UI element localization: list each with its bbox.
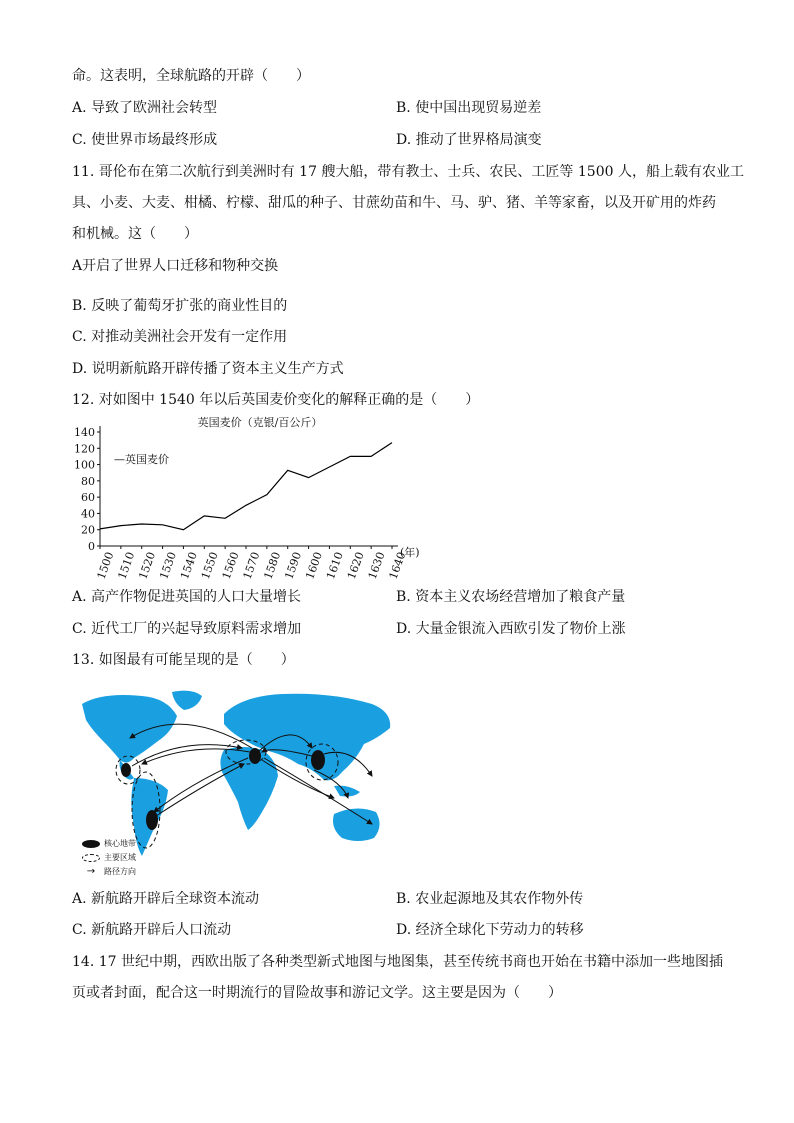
q13-option-b: B. 农业起源地及其农作物外传 <box>396 891 584 907</box>
x-tick-label: 1540 <box>178 550 200 582</box>
q14-stem-line-2: 页或者封面，配合这一时期流行的冒险故事和游记文学。这主要是因为（ ） <box>72 985 562 1001</box>
x-tick-label: 1510 <box>115 550 138 582</box>
q13-option-c: C. 新航路开辟后人口流动 <box>72 922 232 938</box>
q10-option-a: A. 导致了欧洲社会转型 <box>72 100 218 116</box>
x-tick-label: 1620 <box>344 550 367 582</box>
x-axis-unit: (年) <box>400 546 420 559</box>
arrow-icon: → <box>86 865 96 877</box>
q10-option-b: B. 使中国出现贸易逆差 <box>396 100 542 116</box>
q11-option-b: B. 反映了葡萄牙扩张的商业性目的 <box>72 298 288 314</box>
q11-option-a: A开启了世界人口迁移和物种交换 <box>72 258 279 274</box>
x-tick-label: 1630 <box>365 550 388 582</box>
q11-stem-line-2: 具、小麦、大麦、柑橘、柠檬、甜瓜的种子、甘蔗幼苗和牛、马、驴、猪、羊等家畜，以及开矿用的炸药 <box>72 195 716 211</box>
y-tick-label: 20 <box>81 523 95 537</box>
map-legend-path-label: 路径方向 <box>104 867 136 876</box>
q12-option-c: C. 近代工厂的兴起导致原料需求增加 <box>72 621 302 637</box>
x-tick-label: 1530 <box>157 550 179 582</box>
chart-legend: —英国麦价 <box>114 453 169 466</box>
y-tick-label: 80 <box>81 474 95 488</box>
q10-option-c: C. 使世界市场最终形成 <box>72 132 218 148</box>
q11-option-c: C. 对推动美洲社会开发有一定作用 <box>72 329 288 345</box>
chart-title: 英国麦价（克银/百公斤） <box>197 416 323 429</box>
map-legend-region-label: 主要区域 <box>104 853 136 862</box>
x-tick-label: 1550 <box>198 550 221 582</box>
q13-option-a: A. 新航路开辟后全球资本流动 <box>72 891 260 907</box>
q12-stem: 12. 对如图中 1540 年以后英国麦价变化的解释正确的是（ ） <box>72 392 480 408</box>
x-tick-label: 1500 <box>94 550 117 582</box>
x-tick-label: 1570 <box>240 550 263 582</box>
q12-option-a: A. 高产作物促进英国的人口大量增长 <box>72 589 302 605</box>
q12-option-b: B. 资本主义农场经营增加了粮食产量 <box>396 589 626 605</box>
q10-stem: 命。这表明，全球航路的开辟（ ） <box>72 68 310 84</box>
q13-option-d: D. 经济全球化下劳动力的转移 <box>396 922 584 938</box>
q11-stem-line-1: 11. 哥伦布在第二次航行到美洲时有 17 艘大船，带有教士、士兵、农民、工匠等 1500 人，船上载有农业工 <box>72 164 744 180</box>
x-tick-label: 1600 <box>303 550 325 582</box>
map-legend-region <box>82 852 136 864</box>
map-legend-core-label: 核心地带 <box>104 839 136 848</box>
core-region-icon <box>82 840 100 848</box>
q11-option-d: D. 说明新航路开辟传播了资本主义生产方式 <box>72 361 344 377</box>
q10-option-d: D. 推动了世界格局演变 <box>396 132 542 148</box>
y-tick-label: 40 <box>81 507 95 521</box>
q13-stem: 13. 如图最有可能呈现的是（ ） <box>72 652 295 668</box>
wheat-price-chart <box>70 410 420 590</box>
y-tick-label: 100 <box>74 458 95 472</box>
dashed-region-icon <box>82 854 100 862</box>
y-tick-label: 120 <box>74 442 95 456</box>
q14-stem-line-1: 14. 17 世纪中期，西欧出版了各种类型新式地图与地图集，甚至传统书商也开始在书籍中添加一些地图插 <box>72 954 723 970</box>
y-tick-label: 0 <box>88 540 95 553</box>
q12-option-d: D. 大量金银流入西欧引发了物价上涨 <box>396 621 626 637</box>
y-tick-label: 60 <box>81 491 95 505</box>
map-legend-path <box>82 866 136 878</box>
x-tick-label: 1560 <box>219 550 242 582</box>
x-tick-label: 1590 <box>282 550 305 582</box>
map-legend-core <box>82 838 136 850</box>
x-tick-label: 1520 <box>136 550 159 582</box>
x-tick-label: 1610 <box>324 550 346 582</box>
y-tick-label: 140 <box>74 426 95 439</box>
x-tick-label: 1580 <box>261 550 284 582</box>
x-tick-label: 1640 <box>386 550 409 582</box>
q11-stem-line-3: 和机械。这（ ） <box>72 226 198 242</box>
